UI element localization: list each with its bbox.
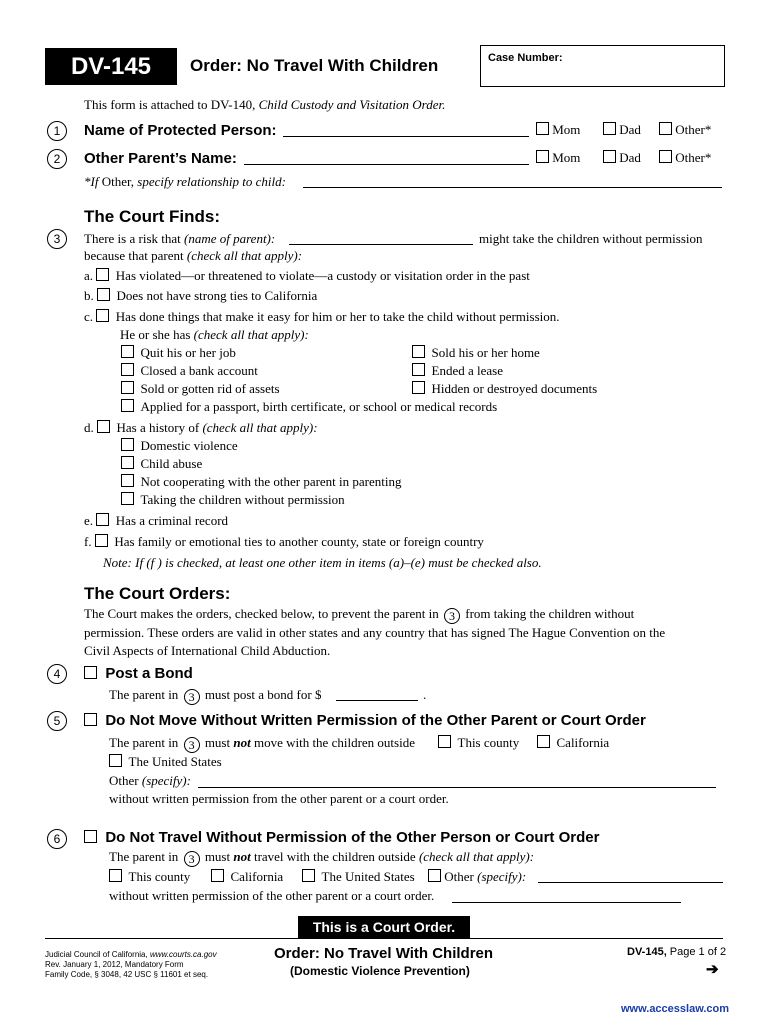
next-page-arrow-icon[interactable]: ➔ bbox=[706, 961, 719, 978]
checkbox-other[interactable] bbox=[659, 150, 672, 163]
court-order-banner: This is a Court Order. bbox=[298, 916, 470, 938]
parent-name-input[interactable] bbox=[289, 233, 473, 245]
checkbox-travel-other[interactable] bbox=[428, 869, 441, 882]
c-option: Sold or gotten rid of assets bbox=[121, 381, 280, 397]
no-move-title: Do Not Move Without Written Permission of the Other Parent or Court Order bbox=[84, 712, 646, 729]
d-option: Taking the children without permission bbox=[121, 492, 345, 508]
court-finds-heading: The Court Finds: bbox=[84, 207, 220, 226]
move-other-input[interactable] bbox=[198, 776, 716, 788]
checkbox-united-states[interactable] bbox=[302, 869, 315, 882]
travel-without-line bbox=[452, 891, 681, 903]
checkbox-other[interactable] bbox=[659, 122, 672, 135]
finding-note: Note: If (f ) is checked, at least one other item in items (a)–(e) must be checked also. bbox=[103, 555, 542, 570]
finding-f: f. Has family or emotional ties to another county, state or foreign country bbox=[84, 534, 484, 549]
c-option: Applied for a passport, birth certificate, or school or medical records bbox=[121, 399, 497, 415]
d-option: Child abuse bbox=[121, 456, 202, 472]
checkbox-no-move[interactable] bbox=[84, 713, 97, 726]
footer-left: Judicial Council of California, www.courts.ca.gov Rev. January 1, 2012, Mandatory Form Family Code, § 3048, 42 USC § 11601 et seq. bbox=[45, 950, 217, 979]
item-number-5: 5 bbox=[47, 711, 67, 731]
d-option: Domestic violence bbox=[121, 438, 238, 454]
checkbox-california[interactable] bbox=[537, 735, 550, 748]
finding-c: c. Has done things that make it easy for him or her to take the child without permission. bbox=[84, 309, 560, 324]
form-id: DV-145 bbox=[70, 53, 152, 80]
checkbox-this-county[interactable] bbox=[438, 735, 451, 748]
checkbox-mom[interactable] bbox=[536, 150, 549, 163]
no-move-line: The parent in 3 must not move with the children outside bbox=[109, 735, 415, 752]
footer-subtitle: (Domestic Violence Prevention) bbox=[290, 964, 470, 978]
finding-d: d. Has a history of (check all that apply): bbox=[84, 420, 318, 435]
case-number-box[interactable] bbox=[480, 45, 725, 87]
item-number-1: 1 bbox=[47, 121, 67, 141]
c-option: Hidden or destroyed documents bbox=[412, 381, 597, 397]
checkbox-united-states[interactable] bbox=[109, 754, 122, 767]
checkbox-f[interactable] bbox=[95, 534, 108, 547]
other-parent-label: Other Parent’s Name: bbox=[84, 150, 237, 167]
no-travel-title: Do Not Travel Without Permission of the Other Person or Court Order bbox=[84, 829, 599, 846]
item1-relationship: Mom bbox=[536, 122, 580, 138]
finding-e: e. Has a criminal record bbox=[84, 513, 229, 528]
case-number-label: Case Number: bbox=[488, 52, 563, 64]
d-option: Not cooperating with the other parent in parenting bbox=[121, 474, 402, 490]
c-option: Quit his or her job bbox=[121, 345, 236, 361]
relationship-input[interactable] bbox=[303, 176, 722, 188]
risk-line: There is a risk that (name of parent): bbox=[84, 231, 276, 246]
checkbox-dad[interactable] bbox=[603, 150, 616, 163]
orders-paragraph: The Court makes the orders, checked below, to prevent the parent in 3 from taking the children without bbox=[84, 606, 635, 623]
checkbox-california[interactable] bbox=[211, 869, 224, 882]
no-travel-line: The parent in 3 must not travel with the children outside (check all that apply): bbox=[109, 849, 535, 866]
footer-page: DV-145, Page 1 of 2 bbox=[627, 946, 727, 958]
c-option: Ended a lease bbox=[412, 363, 503, 379]
finding-a: a. Has violated—or threatened to violate—a custody or visitation order in the past bbox=[84, 268, 530, 283]
c-option: Sold his or her home bbox=[412, 345, 540, 361]
if-other-label: *If Other, specify relationship to child: bbox=[84, 174, 286, 189]
bond-line: The parent in 3 must post a bond for $ bbox=[109, 687, 322, 704]
checkbox-a[interactable] bbox=[96, 268, 109, 281]
footer-divider bbox=[45, 938, 723, 939]
other-parent-input[interactable] bbox=[244, 153, 529, 165]
checkbox-b[interactable] bbox=[97, 288, 110, 301]
checkbox-mom[interactable] bbox=[536, 122, 549, 135]
court-orders-heading: The Court Orders: bbox=[84, 584, 231, 603]
website-link[interactable]: www.accesslaw.com bbox=[621, 1003, 730, 1015]
item-number-3: 3 bbox=[47, 229, 67, 249]
post-bond-title: Post a Bond bbox=[84, 665, 193, 682]
protected-person-label: Name of Protected Person: bbox=[84, 122, 277, 139]
checkbox-this-county[interactable] bbox=[109, 869, 122, 882]
finding-b: b. Does not have strong ties to California bbox=[84, 288, 318, 303]
item-number-6: 6 bbox=[47, 829, 67, 849]
item-number-2: 2 bbox=[47, 149, 67, 169]
protected-person-input[interactable] bbox=[283, 125, 529, 137]
checkbox-no-travel[interactable] bbox=[84, 830, 97, 843]
checkbox-dad[interactable] bbox=[603, 122, 616, 135]
checkbox-c[interactable] bbox=[96, 309, 109, 322]
checkbox-d[interactable] bbox=[97, 420, 110, 433]
travel-other-input[interactable] bbox=[538, 871, 723, 883]
c-option: Closed a bank account bbox=[121, 363, 258, 379]
form-title: Order: No Travel With Children bbox=[190, 56, 439, 75]
item-number-4: 4 bbox=[47, 664, 67, 684]
bond-amount-input[interactable] bbox=[336, 689, 418, 701]
footer-title: Order: No Travel With Children bbox=[274, 945, 494, 962]
attached-note: This form is attached to DV-140, Child Custody and Visitation Order. bbox=[84, 97, 446, 112]
form-id-box bbox=[45, 48, 177, 85]
checkbox-post-bond[interactable] bbox=[84, 666, 97, 679]
checkbox-e[interactable] bbox=[96, 513, 109, 526]
